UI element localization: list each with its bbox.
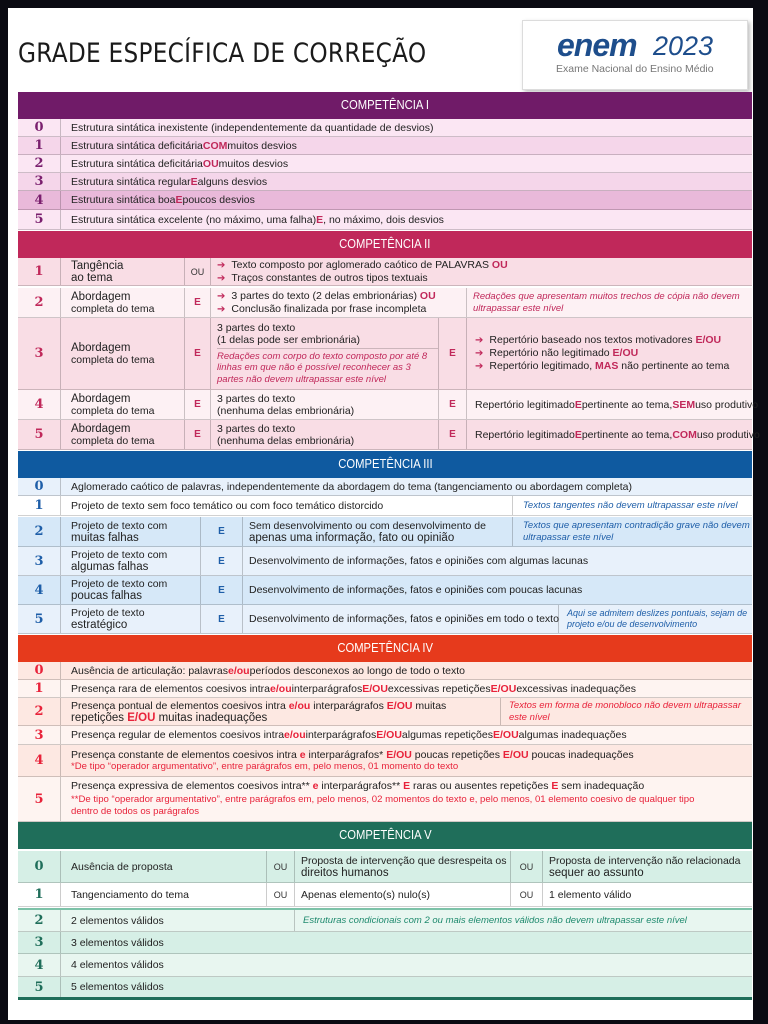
c1-text: Estrutura sintática inexistente (independentemente da quantidade de desvios) [71, 121, 434, 134]
logo-year: 2023 [653, 31, 714, 61]
c5-connector: OU [266, 883, 294, 906]
c2-row-3: 3 Abordagem completa do tema E 3 partes do texto (1 delas pode ser embrionária) Redações com corpo do texto composto por até 8 linhas em que não é possível reconhecer as 3 partes não devem ultrapassar este nível E ➔ Repertório baseado nos textos motivadores E/OU ➔ Repertório não legitimado E/OU ➔ Repertório legitimado, MAS não pertinente ao tema [18, 318, 752, 390]
c3-level-label: Projeto de texto [71, 607, 145, 619]
c2-note: Redações que apresentam muitos trechos de cópia não devem ultrapassar este nível [473, 291, 740, 314]
logo-subtitle: Exame Nacional do Ensino Médio [556, 63, 714, 75]
competencia-4-header: COMPETÊNCIA IV [18, 635, 752, 662]
c2-level-label: Tangência [71, 259, 124, 272]
c1-score: 5 [34, 212, 44, 227]
c2-score: 2 [34, 295, 44, 310]
c3-level-label: Projeto de texto com [71, 578, 168, 590]
c2-row-5: 5 Abordagem completa do tema E 3 partes do texto (nenhuma delas embrionária) E Repertório legitimado E pertinente ao tema, COM uso produtivo [18, 420, 752, 450]
c5-score: 1 [34, 887, 44, 902]
c3-text: Desenvolvimento de informações, fatos e opiniões com algumas lacunas [242, 547, 752, 575]
c3-connector: E [200, 605, 242, 633]
c5-text: 3 elementos válidos [60, 932, 752, 953]
c1-row-0 [18, 119, 752, 137]
c2-connector: E [438, 420, 466, 449]
c2-row-4: 4 Abordagem completa do tema E 3 partes do texto (nenhuma delas embrionária) E Repertório legitimado E pertinente ao tema, SEM uso produtivo [18, 390, 752, 420]
c1-text: Estrutura sintática regular [71, 175, 191, 188]
c1-row-4: 4 Estrutura sintática boa E poucos desvios [18, 191, 752, 210]
c5-row-2 [18, 908, 752, 932]
c5-text: 2 elementos válidos [60, 910, 294, 931]
c4-score: 5 [34, 791, 44, 807]
c5-connector: OU [266, 851, 294, 882]
c3-connector: E [200, 517, 242, 546]
c4-text: Ausência de articulação: palavras [71, 664, 229, 677]
c4-score: 3 [34, 727, 44, 743]
c4-text: Presença pontual de elementos coesivos intra [71, 699, 289, 712]
c2-level-label: Abordagem [71, 422, 131, 435]
c3-row-3: 3 Projeto de texto com algumas falhas E Desenvolvimento de informações, fatos e opiniões com algumas lacunas [18, 547, 752, 576]
c4-score: 2 [34, 704, 44, 719]
c4-text: Presença regular de elementos coesivos intra [71, 729, 285, 741]
c4-footnote: dentro de todos os parágrafos [71, 806, 200, 817]
c3-note: Aqui se admitem deslizes pontuais, sejam de projeto e/ou de desenvolvimento [567, 608, 748, 629]
c2-connector: OU [184, 258, 210, 285]
c5-connector: OU [510, 851, 542, 882]
c1-row-1: 1 Estrutura sintática deficitária COM muitos desvios [18, 137, 752, 155]
c3-row-5: 5 Projeto de texto estratégico E Desenvolvimento de informações, fatos e opiniões em todo o texto Aqui se admitem deslizes pontuais, sejam de projeto e/ou de desenvolvimento [18, 605, 752, 634]
c4-text: Presença expressiva de elementos coesivos intra** [71, 780, 313, 792]
c5-row-1: 1 Tangenciamento do tema OU Apenas elemento(s) nulo(s) OU 1 elemento válido [18, 883, 752, 907]
c3-text: Desenvolvimento de informações, fatos e opiniões com poucas lacunas [242, 576, 752, 604]
competencia-1-header: COMPETÊNCIA I [18, 92, 752, 119]
c4-footnote: **De tipo “operador argumentativo”, entre parágrafos em, pelo menos, 02 momentos do texto e, pelo menos, 01 elemento coesivo de qualquer tipo [71, 794, 695, 805]
c5-row-4 [18, 954, 752, 977]
c3-score: 4 [34, 582, 44, 598]
c1-connector: E [190, 175, 198, 188]
c5-score: 5 [34, 979, 44, 995]
c1-text: Estrutura sintática deficitária [71, 139, 203, 152]
c2-connector: E [438, 318, 466, 389]
c3-note: Textos que apresentam contradição grave não devem ultrapassar este nível [523, 520, 750, 543]
c1-row-5: 5 Estrutura sintática excelente (no máximo, uma falha) E , no máximo, dois desvios [18, 210, 752, 230]
competencia-3-header: COMPETÊNCIA III [18, 451, 752, 478]
c1-score: 0 [34, 120, 44, 135]
c1-connector: COM [202, 139, 228, 152]
c2-row-2: 2 Abordagem completa do tema E ➔ 3 partes do texto (2 delas embrionárias) OU ➔ Conclusão finalizada por frase incompleta Redações que apresentam muitos trechos de cópia não devem ultrapassar este nível [18, 288, 752, 318]
c3-score: 0 [34, 479, 44, 494]
c1-score: 3 [34, 174, 44, 189]
c2-connector: E [184, 288, 210, 317]
c3-row-1 [18, 496, 752, 516]
c3-score: 3 [34, 553, 44, 569]
c1-row-3: 3 Estrutura sintática regular E alguns desvios [18, 173, 752, 191]
c4-score: 0 [34, 663, 44, 678]
c1-connector: OU [202, 157, 219, 170]
c2-connector: E [184, 420, 210, 449]
c3-note: Textos tangentes não devem ultrapassar este nível [523, 499, 738, 511]
c5-text: 5 elementos válidos [60, 977, 752, 997]
c4-row-0: 0 Ausência de articulação: palavras e/ou períodos desconexos ao longo de todo o texto [18, 662, 752, 680]
c5-row-0: 0 Ausência de proposta OU Proposta de intervenção que desrespeita os direitos humanos OU Proposta de intervenção não relacionada sequer ao assunto [18, 851, 752, 883]
c4-text: Presença rara de elementos coesivos intra [71, 682, 271, 695]
c2-note: Redações com corpo do texto composto por até 8 linhas em que não é possível reconhecer as 3 partes não devem ultrapassar este nível [217, 348, 438, 386]
c1-text: Estrutura sintática boa [71, 194, 176, 206]
competencia-2-header: COMPETÊNCIA II [18, 231, 752, 258]
c4-row-3: 3 Presença regular de elementos coesivos intra e/ou interparágrafos E/OU algumas repetições E/OU algumas inadequações [18, 726, 752, 745]
c1-connector: E [316, 213, 324, 226]
c1-score: 2 [34, 156, 44, 171]
c5-note: Estruturas condicionais com 2 ou mais elementos válidos não devem ultrapassar este nível [303, 914, 687, 926]
c3-level-label: Projeto de texto com [71, 519, 168, 532]
enem-logo [522, 20, 748, 90]
c3-score: 1 [34, 498, 44, 513]
c3-row-0 [18, 478, 752, 496]
competencia-5-header: COMPETÊNCIA V [18, 822, 752, 849]
c5-score: 0 [34, 859, 44, 874]
c4-note: Textos em forma de monobloco não devem ultrapassar este nível [509, 700, 741, 723]
c4-row-4: 4 Presença constante de elementos coesivos intra e interparágrafos* E/OU poucas repetições E/OU poucas inadequações *De tipo “operador argumentativo”, entre parágrafos em, pelo menos, 01 momento do texto [18, 745, 752, 777]
c5-row-3 [18, 932, 752, 954]
c4-row-1: 1 Presença rara de elementos coesivos intra e/ou interparágrafos E/OU excessivas repetições E/OU excessivas inadequações [18, 680, 752, 698]
logo-main: enem [557, 27, 637, 63]
c5-text: Ausência de proposta [60, 851, 266, 882]
c2-score: 5 [34, 427, 44, 442]
c3-score: 2 [34, 524, 44, 539]
c2-connector: E [184, 390, 210, 419]
c3-row-2: 2 Projeto de texto com muitas falhas E Sem desenvolvimento ou com desenvolvimento de apenas uma informação, fato ou opinião Textos que apresentam contradição grave não devem ultrapassar este nível [18, 517, 752, 547]
c3-level-label: Projeto de texto com [71, 549, 168, 561]
c2-level-label: Abordagem [71, 392, 131, 405]
c2-row-1: 1 Tangência ao tema OU ➔ Texto composto por aglomerado caótico de PALAVRAS OU ➔ Traços constantes de outros tipos textuais [18, 258, 752, 286]
c2-level-label: Abordagem [71, 341, 131, 354]
c3-row-4: 4 Projeto de texto com poucas falhas E Desenvolvimento de informações, fatos e opiniões com poucas lacunas [18, 576, 752, 605]
c5-score: 3 [34, 935, 44, 950]
c2-score: 1 [34, 264, 44, 279]
c1-text: Estrutura sintática excelente (no máximo, uma falha) [71, 213, 317, 226]
c4-row-5: 5 Presença expressiva de elementos coesivos intra** e interparágrafos** E raras ou ausentes repetições E sem inadequação **De tipo “operador argumentativo”, entre parágrafos em, pelo menos, 02 momentos do texto e, pelo menos, 01 elemento coesivo de qualquer tipo dentro de todos os parágrafos [18, 777, 752, 822]
c5-score: 4 [34, 957, 44, 973]
c5-text: 4 elementos válidos [60, 954, 752, 976]
c2-connector: E [184, 318, 210, 389]
c3-text: Aglomerado caótico de palavras, independentemente da abordagem do tema (tangenciamento ou abordagem completa) [60, 478, 752, 495]
page-title: GRADE ESPECÍFICA DE CORREÇÃO [18, 38, 427, 69]
c1-score: 1 [34, 138, 44, 153]
c3-text: Desenvolvimento de informações, fatos e opiniões em todo o texto [242, 605, 558, 633]
c1-text: Estrutura sintática deficitária [71, 157, 203, 170]
c3-connector: E [200, 576, 242, 604]
c5-connector: OU [510, 883, 542, 906]
c4-text: Presença constante de elementos coesivos intra [71, 748, 300, 761]
c4-footnote: *De tipo “operador argumentativo”, entre parágrafos em, pelo menos, 01 momento do texto [71, 760, 459, 772]
c2-score: 3 [34, 346, 44, 361]
c2-connector: E [438, 390, 466, 419]
c3-connector: E [200, 547, 242, 575]
c2-level-label: Abordagem [71, 290, 131, 303]
c4-row-2: 2 Presença pontual de elementos coesivos intra e/ou interparágrafos E/OU muitas repetições E/OU muitas inadequações Textos em forma de monobloco não devem ultrapassar este nível [18, 698, 752, 726]
c1-score: 4 [34, 192, 44, 208]
c5-row-5 [18, 977, 752, 1000]
c2-score: 4 [34, 397, 44, 412]
c3-text: Projeto de texto sem foco temático ou com foco temático distorcido [60, 496, 512, 515]
c5-score: 2 [34, 913, 44, 928]
c1-row-2: 2 Estrutura sintática deficitária OU muitos desvios [18, 155, 752, 173]
c4-score: 4 [34, 753, 44, 768]
c5-text: Tangenciamento do tema [60, 883, 266, 906]
c4-score: 1 [34, 681, 44, 696]
c1-connector: E [175, 194, 183, 206]
c3-score: 5 [34, 611, 44, 627]
